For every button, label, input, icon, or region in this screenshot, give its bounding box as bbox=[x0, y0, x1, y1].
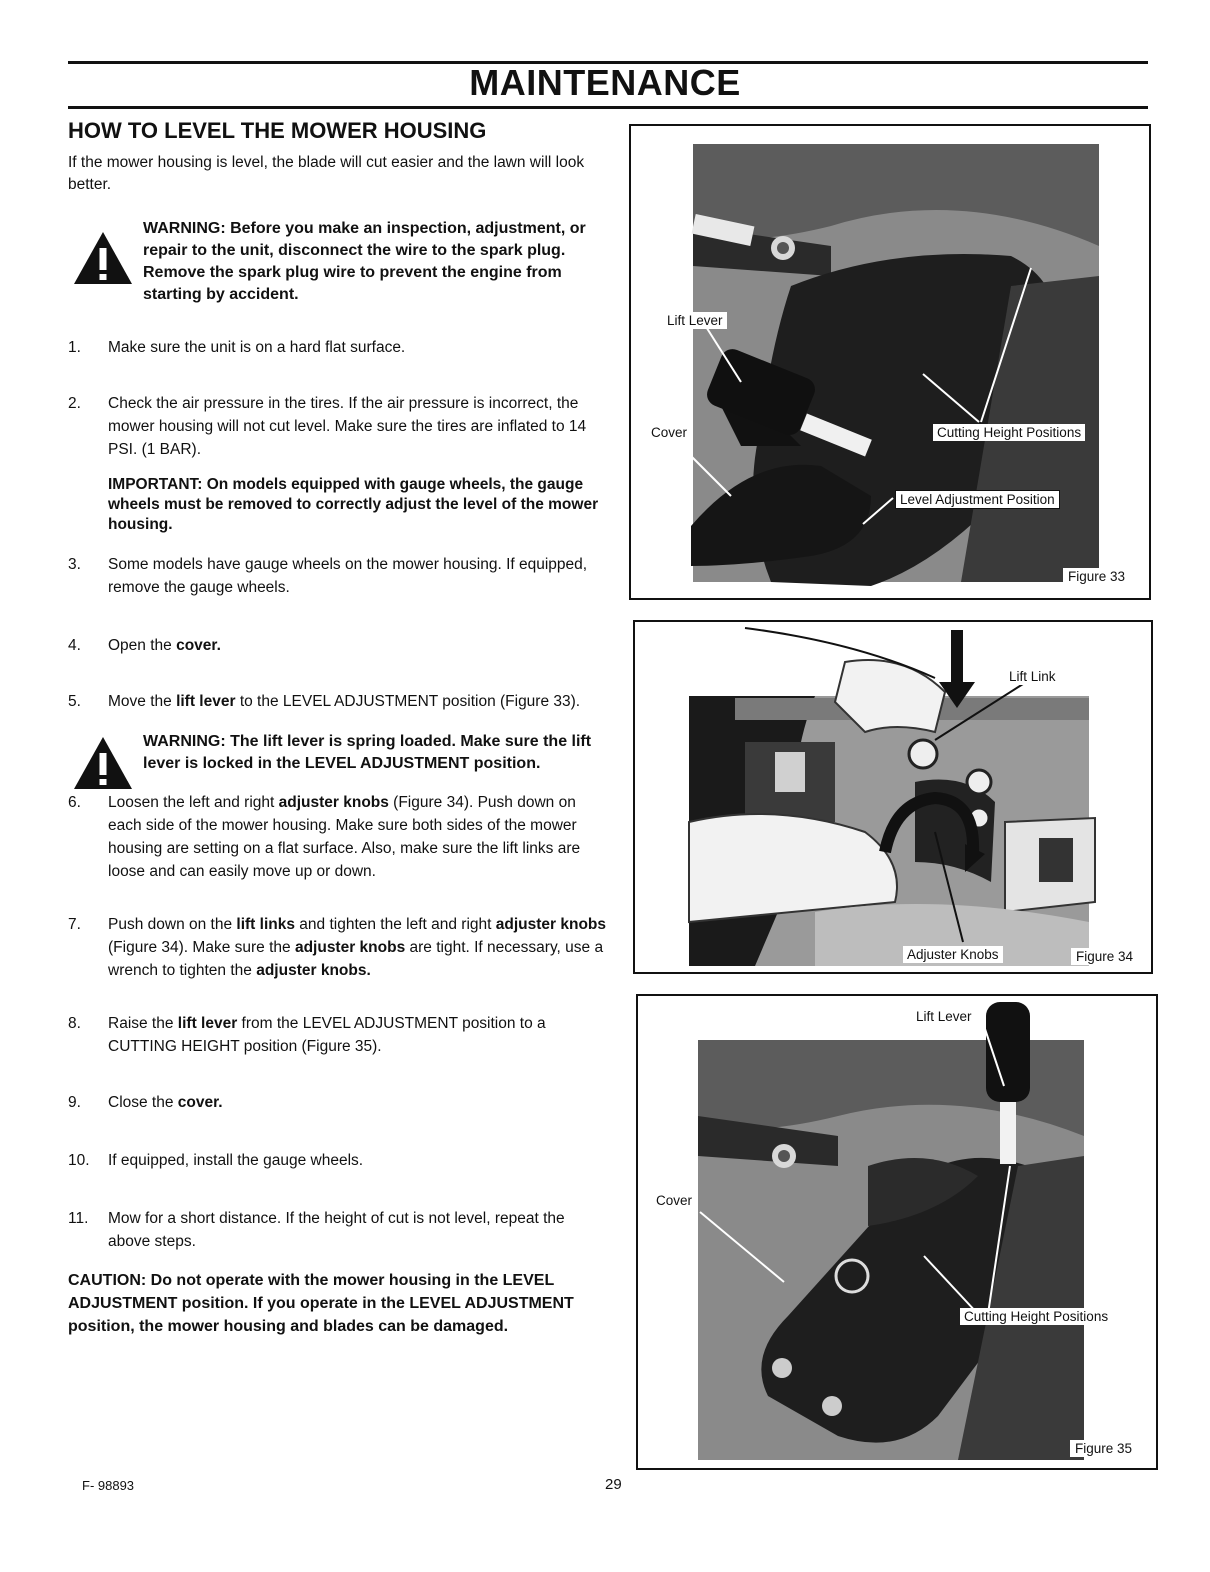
cutting-height-photo-illustration bbox=[638, 996, 1156, 1468]
step-emphasis: adjuster knobs bbox=[495, 916, 607, 933]
step-2 bbox=[68, 392, 608, 461]
instructions-column bbox=[68, 118, 608, 1338]
step-text: (Figure 34). Make sure the bbox=[108, 939, 295, 956]
warning-text-1: WARNING: Before you make an inspection, adjustment, or repair to the unit, disconnect the wire to the spark plug. Remove the spark plug wire to prevent the engine from starting by accident. bbox=[143, 220, 586, 303]
step-text: Raise the bbox=[108, 1015, 178, 1032]
step-5 bbox=[68, 690, 608, 713]
callout-cutting-height-positions: Cutting Height Positions bbox=[933, 424, 1085, 441]
step-text: Some models have gauge wheels on the mower housing. If equipped, remove the gauge wheels. bbox=[108, 556, 588, 596]
callout-lift-link: Lift Link bbox=[1005, 668, 1060, 685]
step-emphasis: lift links bbox=[236, 916, 295, 933]
step-emphasis: lift lever bbox=[176, 693, 236, 710]
step-number: 10. bbox=[68, 1152, 90, 1169]
step-emphasis: adjuster knobs bbox=[278, 794, 389, 811]
step-text: to the LEVEL ADJUSTMENT position (Figure 33). bbox=[235, 693, 581, 710]
step-number: 9. bbox=[68, 1094, 81, 1111]
callout-cover: Cover bbox=[647, 424, 691, 441]
step-text: from the LEVEL ADJUSTMENT position to a CUTTING HEIGHT position (Figure 35). bbox=[108, 1015, 546, 1055]
callout-cutting-height-positions: Cutting Height Positions bbox=[960, 1308, 1112, 1325]
step-text: Mow for a short distance. If the height of cut is not level, repeat the above steps. bbox=[108, 1210, 565, 1250]
callout-cover: Cover bbox=[652, 1192, 696, 1209]
warning-block-2 bbox=[68, 731, 608, 775]
step-text: If equipped, install the gauge wheels. bbox=[108, 1152, 364, 1169]
figure-33 bbox=[629, 124, 1151, 600]
document-code: F- 98893 bbox=[82, 1478, 135, 1493]
step-emphasis: adjuster knobs. bbox=[256, 962, 371, 979]
figure-34-label: Figure 34 bbox=[1071, 948, 1138, 965]
step-number: 1. bbox=[68, 339, 81, 356]
step-text: Push down on the bbox=[108, 916, 237, 933]
step-text: Move the bbox=[108, 693, 177, 710]
step-text: Close the bbox=[108, 1094, 178, 1111]
step-number: 8. bbox=[68, 1015, 81, 1032]
step-8 bbox=[68, 1012, 608, 1058]
step-number: 7. bbox=[68, 916, 81, 933]
callout-lift-lever: Lift Lever bbox=[663, 312, 727, 329]
step-emphasis: lift lever bbox=[177, 1015, 238, 1032]
step-text: and tighten the left and right bbox=[294, 916, 496, 933]
page-number: 29 bbox=[605, 1476, 622, 1493]
title-rule bbox=[68, 106, 1148, 109]
step-text: Check the air pressure in the tires. If the air pressure is incorrect, the mower housing will not cut level. Make sure the tires are inflated to 14 PSI. (1 BAR). bbox=[108, 395, 587, 458]
section-title: HOW TO LEVEL THE MOWER HOUSING bbox=[68, 118, 487, 143]
step-text: Loosen the left and right bbox=[108, 794, 279, 811]
step-text: Open the bbox=[108, 637, 177, 654]
caution-text: CAUTION: Do not operate with the mower housing in the LEVEL ADJUSTMENT position. If you operate in the LEVEL ADJUSTMENT position, the mower housing and blades can be damaged. bbox=[68, 1272, 574, 1335]
callout-adjuster-knobs: Adjuster Knobs bbox=[903, 946, 1003, 963]
callout-lift-lever: Lift Lever bbox=[912, 1008, 976, 1025]
warning-triangle-icon bbox=[72, 735, 134, 791]
step-9 bbox=[68, 1091, 608, 1114]
step-1 bbox=[68, 336, 608, 359]
step-emphasis: cover. bbox=[177, 1094, 223, 1111]
step-emphasis: cover. bbox=[176, 637, 221, 654]
step-number: 4. bbox=[68, 637, 81, 654]
lift-lever-photo-illustration bbox=[631, 126, 1149, 598]
intro-text: If the mower housing is level, the blade will cut easier and the lawn will look better. bbox=[68, 154, 585, 193]
step-10 bbox=[68, 1149, 608, 1172]
step-number: 11. bbox=[68, 1210, 89, 1227]
step-text: Make sure the unit is on a hard flat surface. bbox=[108, 339, 406, 356]
step-7 bbox=[68, 913, 608, 982]
step-number: 3. bbox=[68, 556, 81, 573]
figure-35-label: Figure 35 bbox=[1070, 1440, 1137, 1457]
step-number: 6. bbox=[68, 794, 81, 811]
step-text: (Figure 34). Push down on each side of the mower housing. Make sure both sides of the mower housing are setting on a flat surface. Also, make sure the lift links are loose and can easily move up or down. bbox=[108, 794, 581, 880]
page-title: MAINTENANCE bbox=[469, 62, 741, 103]
warning-triangle-icon bbox=[72, 230, 134, 286]
step-emphasis: adjuster knobs bbox=[294, 939, 406, 956]
figure-33-label: Figure 33 bbox=[1063, 568, 1130, 585]
callout-level-adjustment-position: Level Adjustment Position bbox=[895, 490, 1060, 509]
warning-block-1 bbox=[68, 218, 608, 306]
step-number: 2. bbox=[68, 395, 81, 412]
important-note: IMPORTANT: On models equipped with gauge wheels, the gauge wheels must be removed to correctly adjust the level of the mower housing. bbox=[108, 476, 599, 533]
figure-35 bbox=[636, 994, 1158, 1470]
step-11 bbox=[68, 1207, 608, 1253]
step-number: 5. bbox=[68, 693, 81, 710]
figure-34 bbox=[633, 620, 1153, 974]
step-text: are tight. If necessary, use a wrench to tighten the bbox=[108, 939, 604, 979]
step-6 bbox=[68, 791, 608, 883]
step-4 bbox=[68, 634, 608, 657]
warning-text-2: WARNING: The lift lever is spring loaded. Make sure the lift lever is locked in the LEVEL ADJUSTMENT position. bbox=[143, 733, 592, 772]
step-3 bbox=[68, 553, 608, 599]
adjuster-knobs-photo-illustration bbox=[635, 622, 1151, 972]
